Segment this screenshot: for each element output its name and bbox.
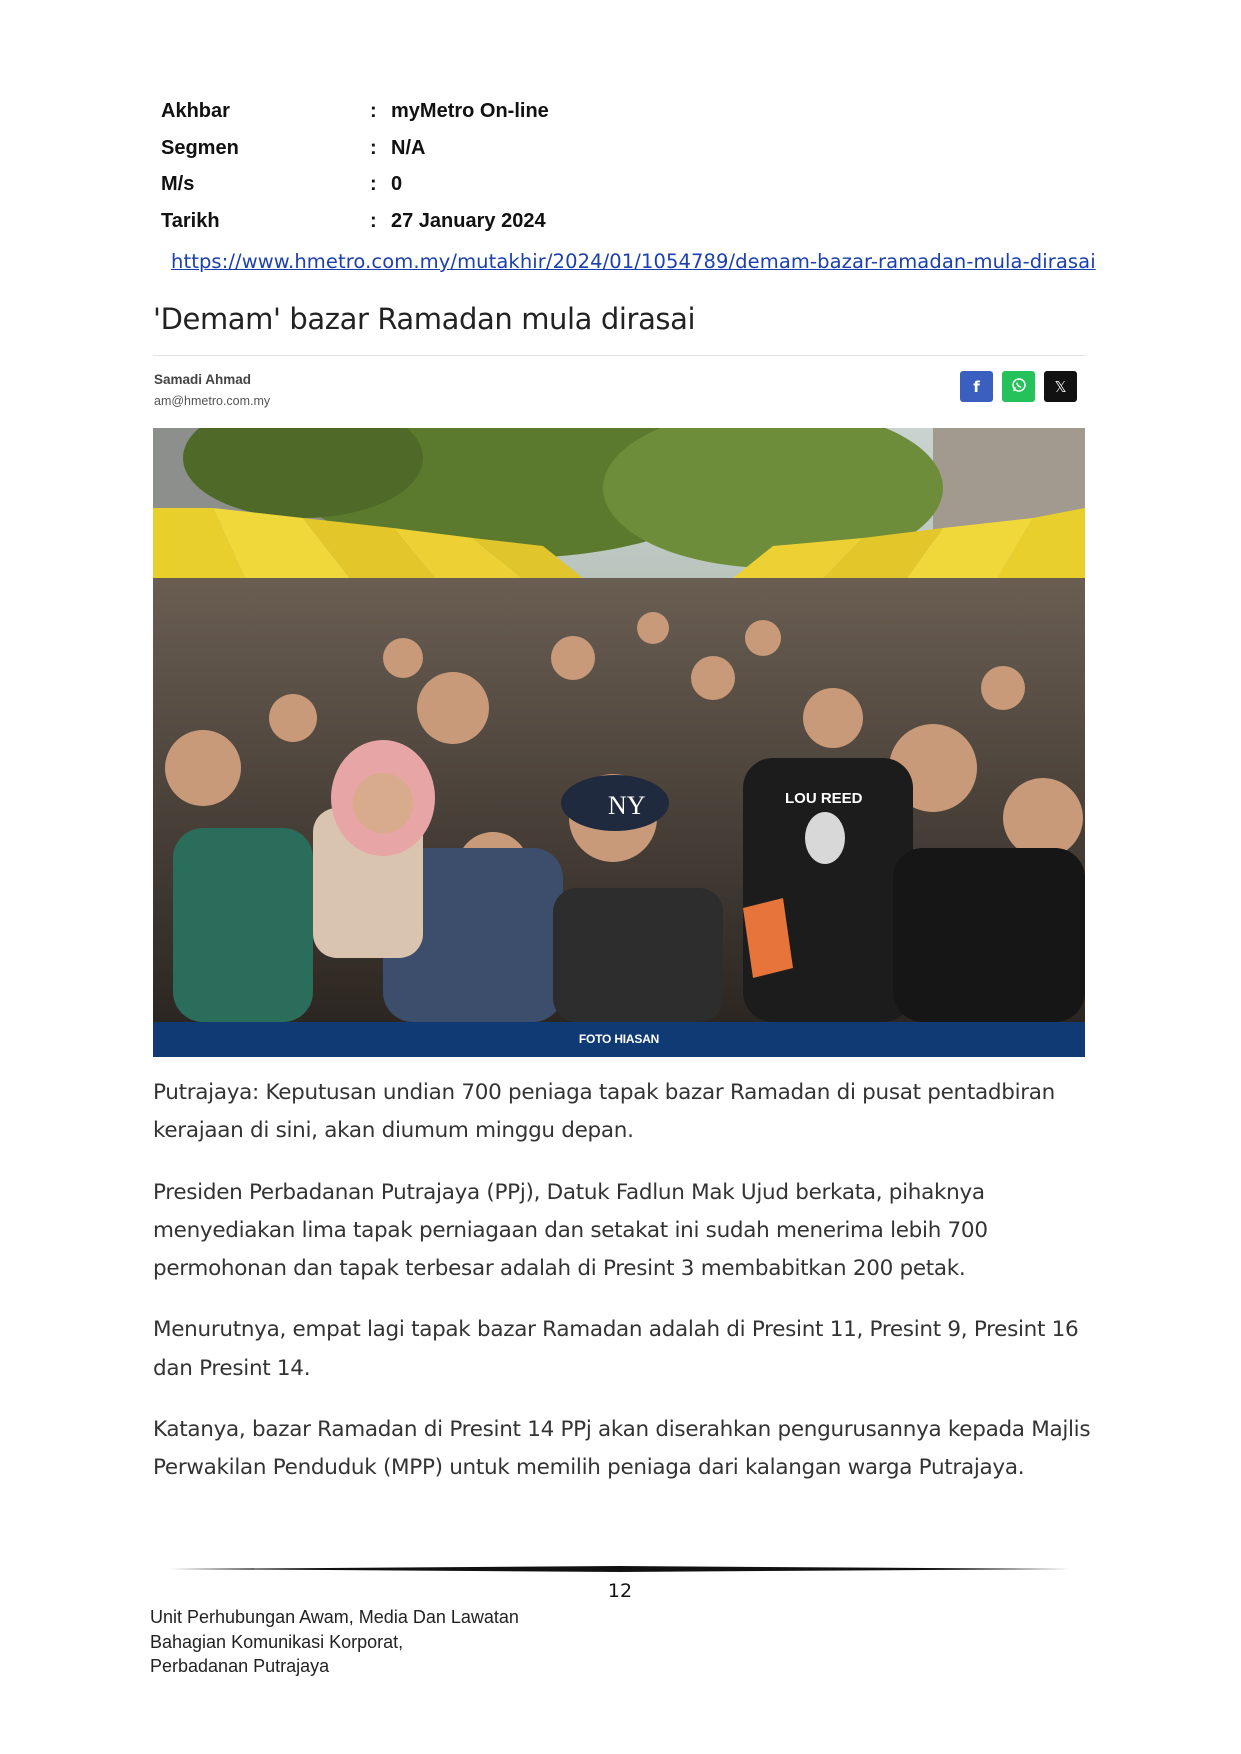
footer-divider (170, 1566, 1070, 1572)
meta-separator: : (370, 136, 377, 159)
shirt-print-text: LOU REED (785, 790, 863, 807)
article-paragraph: Katanya, bazar Ramadan di Presint 14 PPj akan diserahkan pengurusannya kepada Majlis Perwakilan Penduduk (MPP) untuk memilih peniaga dari kalangan warga Putrajaya. (153, 1417, 1091, 1481)
meta-row-date (161, 210, 1061, 247)
headline-divider (153, 355, 1085, 356)
meta-separator: : (370, 173, 377, 195)
bazaar-crowd-photo (153, 428, 1085, 1022)
whatsapp-icon (1010, 376, 1028, 398)
meta-value: myMetro On-line (391, 100, 549, 122)
meta-label: Akhbar (161, 100, 230, 122)
article-photo (153, 428, 1085, 1022)
whatsapp-share-button[interactable] (1002, 371, 1035, 402)
meta-row-segment (161, 137, 1061, 174)
cap-logo-text: NY (608, 791, 646, 820)
meta-label: Segmen (161, 136, 239, 159)
photo-caption-bar: FOTO HIASAN (153, 1022, 1085, 1057)
facebook-icon: f (973, 377, 980, 396)
x-share-button[interactable] (1044, 371, 1077, 402)
meta-row-newspaper (161, 100, 1061, 137)
meta-label: Tarikh (161, 209, 220, 232)
source-url-link[interactable]: https://www.hmetro.com.my/mutakhir/2024/01/1054789/demam-bazar-ramadan-mula-dirasai (171, 250, 1096, 273)
article-body (153, 1074, 1098, 1511)
meta-row-page (161, 173, 1061, 210)
facebook-share-button[interactable] (960, 371, 993, 402)
footer-line: Perbadanan Putrajaya (150, 1656, 330, 1676)
clipping-metadata (161, 100, 1061, 246)
meta-value: 0 (391, 173, 403, 195)
footer-line: Unit Perhubungan Awam, Media Dan Lawatan (150, 1607, 519, 1627)
article-paragraph: Menurutnya, empat lagi tapak bazar Ramadan adalah di Presint 11, Presint 9, Presint 16 dan Presint 14. (153, 1317, 1079, 1381)
author-name: Samadi Ahmad (154, 372, 252, 387)
meta-separator: : (370, 100, 377, 122)
meta-value: N/A (391, 136, 426, 159)
article-headline: 'Demam' bazar Ramadan mula dirasai (153, 302, 696, 336)
meta-label: M/s (161, 173, 195, 195)
footer-line: Bahagian Komunikasi Korporat, (150, 1631, 404, 1652)
article-paragraph: Presiden Perbadanan Putrajaya (PPj), Datuk Fadlun Mak Ujud berkata, pihaknya menyediakan lima tapak perniagaan dan setakat ini sudah menerima lebih 700 permohonan dan tapak terbesar adalah di Presint 3 membabitkan 200 petak. (153, 1179, 988, 1282)
footer-organization (150, 1605, 519, 1679)
page-number: 12 (607, 1580, 633, 1602)
meta-value: 27 January 2024 (391, 209, 546, 232)
meta-separator: : (370, 209, 377, 232)
author-email: am@hmetro.com.my (154, 394, 271, 408)
x-icon: 𝕏 (1054, 377, 1067, 396)
article-paragraph: Putrajaya: Keputusan undian 700 peniaga tapak bazar Ramadan di pusat pentadbiran kerajaan di sini, akan diumum minggu depan. (153, 1080, 1055, 1144)
